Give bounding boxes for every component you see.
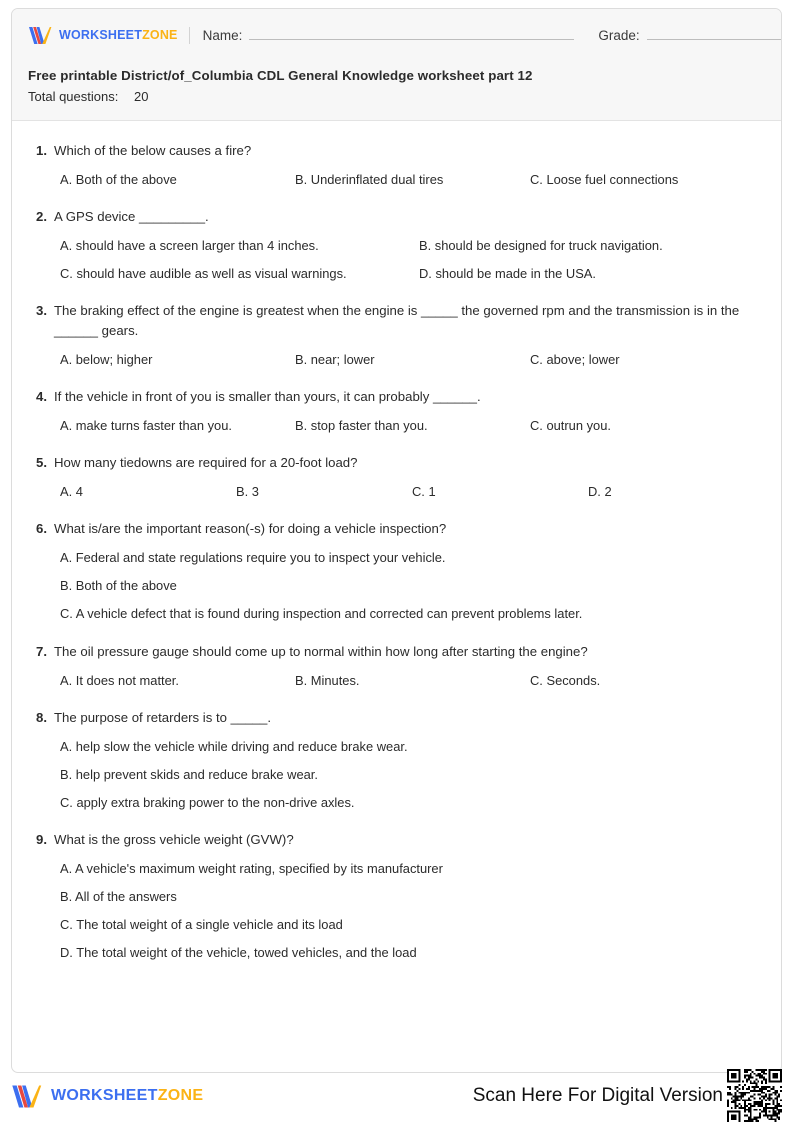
- footer-scan-area: [473, 1069, 782, 1122]
- question-text: Which of the below causes a fire?: [54, 143, 252, 158]
- question-body: [54, 387, 765, 435]
- question-text: If the vehicle in front of you is smaller than yours, it can probably ______.: [54, 388, 481, 404]
- answer-option[interactable]: D. should be made in the USA.: [419, 266, 596, 282]
- answer-option[interactable]: B. help prevent skids and reduce brake wear.: [60, 766, 318, 782]
- question-body: [54, 642, 765, 690]
- question-body: [54, 519, 765, 623]
- question-options: [54, 483, 765, 501]
- brand-logo: [28, 26, 178, 45]
- answer-option[interactable]: C. should have audible as well as visual warnings.: [60, 266, 347, 282]
- question-options: [54, 860, 765, 962]
- answer-option[interactable]: A. below; higher: [60, 351, 153, 367]
- question-text: The oil pressure gauge should come up to normal within how long after starting the engine?: [54, 643, 588, 659]
- question-options: [54, 237, 765, 283]
- answer-option[interactable]: C. A vehicle defect that is found during inspection and corrected can prevent problems later.: [60, 606, 583, 622]
- answer-option[interactable]: C. above; lower: [530, 351, 620, 367]
- question-number: 2.: [36, 209, 47, 225]
- question-item: [28, 519, 765, 623]
- worksheet-zone-logo-icon: [28, 26, 52, 45]
- question-options: [54, 672, 765, 690]
- grade-write-line[interactable]: [647, 27, 782, 40]
- grade-field[interactable]: [598, 27, 782, 43]
- question-number: 9.: [36, 832, 47, 848]
- answer-option[interactable]: A. A vehicle's maximum weight rating, specified by its manufacturer: [60, 861, 443, 877]
- header-top-row: [28, 23, 765, 47]
- answer-option[interactable]: B. Underinflated dual tires: [295, 172, 444, 188]
- question-options: [54, 417, 765, 435]
- worksheet-header: [12, 9, 781, 121]
- question-options: [54, 171, 765, 189]
- footer-brand-word-worksheet: WORKSHEET: [51, 1087, 158, 1104]
- answer-option[interactable]: B. stop faster than you.: [295, 417, 428, 433]
- brand-wordmark: [59, 28, 178, 42]
- answer-option[interactable]: B. 3: [236, 484, 259, 500]
- brand-word-worksheet: WORKSHEET: [59, 28, 143, 42]
- question-text: What is the gross vehicle weight (GVW)?: [54, 832, 294, 848]
- question-options: [54, 738, 765, 812]
- question-item: [28, 141, 765, 189]
- question-item: [28, 830, 765, 962]
- answer-option[interactable]: A. 4: [60, 484, 83, 500]
- answer-option[interactable]: C. 1: [412, 484, 436, 500]
- question-body: [54, 141, 765, 189]
- question-number: 1.: [36, 143, 47, 158]
- answer-option[interactable]: C. Seconds.: [530, 672, 601, 688]
- question-item: [28, 642, 765, 690]
- question-text: How many tiedowns are required for a 20-foot load?: [54, 455, 358, 471]
- total-questions-value: 20: [133, 89, 149, 104]
- question-body: [54, 453, 765, 501]
- question-body: [54, 301, 765, 368]
- answer-option[interactable]: A. help slow the vehicle while driving and reduce brake wear.: [60, 738, 408, 754]
- footer-brand-logo: [11, 1084, 203, 1109]
- question-text: A GPS device _________.: [54, 209, 209, 225]
- answer-option[interactable]: A. Both of the above: [60, 172, 177, 188]
- page-footer: [11, 1074, 782, 1118]
- header-divider: [189, 27, 190, 44]
- question-number: 7.: [36, 643, 47, 659]
- name-field[interactable]: [203, 27, 575, 43]
- total-questions-row: [28, 89, 765, 104]
- worksheet-card: [11, 8, 782, 1073]
- question-body: [54, 708, 765, 812]
- question-text: The purpose of retarders is to _____.: [54, 709, 271, 725]
- question-body: [54, 830, 765, 962]
- answer-option[interactable]: B. near; lower: [295, 351, 375, 367]
- question-number: 5.: [36, 455, 47, 471]
- footer-brand-word-zone: ZONE: [157, 1087, 204, 1104]
- answer-option[interactable]: C. outrun you.: [530, 417, 611, 433]
- grade-label: Grade:: [598, 28, 640, 43]
- answer-option[interactable]: C. Loose fuel connections: [530, 172, 679, 188]
- question-number: 8.: [36, 709, 47, 725]
- question-item: [28, 301, 765, 368]
- answer-option[interactable]: D. 2: [588, 484, 612, 500]
- question-item: [28, 387, 765, 435]
- footer-brand-wordmark: [51, 1087, 203, 1105]
- worksheet-title: Free printable District/of_Columbia CDL General Knowledge worksheet part 12: [28, 68, 533, 83]
- answer-option[interactable]: A. should have a screen larger than 4 inches.: [60, 238, 319, 254]
- scan-here-label: Scan Here For Digital Version: [472, 1085, 723, 1106]
- question-number: 3.: [36, 303, 47, 319]
- answer-option[interactable]: A. Federal and state regulations require you to inspect your vehicle.: [60, 550, 446, 566]
- question-text: What is/are the important reason(-s) for doing a vehicle inspection?: [54, 521, 447, 537]
- answer-option[interactable]: B. should be designed for truck navigation.: [419, 238, 663, 254]
- question-item: [28, 453, 765, 501]
- answer-option[interactable]: D. The total weight of the vehicle, towed vehicles, and the load: [60, 945, 417, 961]
- qr-code-icon[interactable]: [727, 1069, 782, 1122]
- answer-option[interactable]: A. make turns faster than you.: [60, 417, 232, 433]
- question-options: [54, 351, 765, 369]
- answer-option[interactable]: B. Minutes.: [295, 672, 360, 688]
- answer-option[interactable]: B. All of the answers: [60, 889, 177, 905]
- total-questions-label: Total questions:: [28, 89, 119, 104]
- answer-option[interactable]: C. apply extra braking power to the non-drive axles.: [60, 795, 355, 811]
- name-label: Name:: [202, 28, 243, 43]
- worksheet-zone-logo-icon: [11, 1084, 42, 1109]
- question-body: [54, 207, 765, 283]
- questions-list: [12, 121, 781, 990]
- question-text: The braking effect of the engine is greatest when the engine is _____ the governed rpm and the transmission is in the ______ gears.: [54, 303, 740, 338]
- question-options: [54, 549, 765, 623]
- name-write-line[interactable]: [249, 27, 574, 40]
- answer-option[interactable]: A. It does not matter.: [60, 672, 179, 688]
- question-number: 6.: [36, 521, 47, 537]
- question-item: [28, 708, 765, 812]
- answer-option[interactable]: C. The total weight of a single vehicle and its load: [60, 917, 343, 933]
- answer-option[interactable]: B. Both of the above: [60, 578, 177, 594]
- question-item: [28, 207, 765, 283]
- brand-word-zone: ZONE: [142, 28, 178, 42]
- question-number: 4.: [36, 388, 47, 404]
